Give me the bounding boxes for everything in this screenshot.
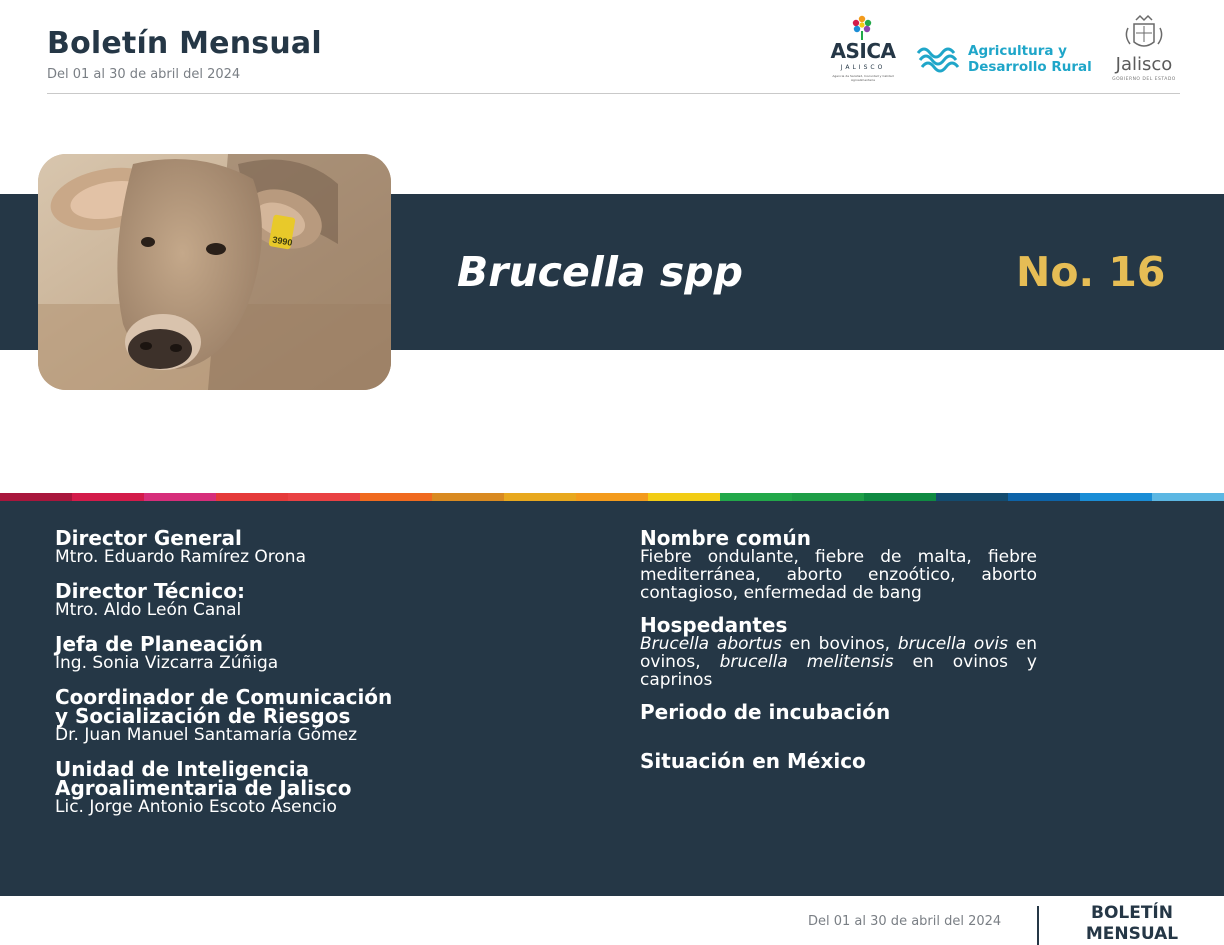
staff-role-line1: Coordinador de Comunicación xyxy=(55,685,393,709)
host-species: brucella melitensis xyxy=(719,652,894,672)
page-title: Boletín Mensual xyxy=(47,26,322,61)
staff-role: Director Técnico: xyxy=(55,579,245,603)
staff-name: Mtro. Eduardo Ramírez Orona xyxy=(55,547,306,567)
staff-entry xyxy=(55,579,475,620)
host-text: en bovinos, xyxy=(781,634,898,654)
stripe-segment xyxy=(0,493,72,501)
stripe-segment xyxy=(792,493,864,501)
staff-name: Lic. Jorge Antonio Escoto Asencio xyxy=(55,797,337,817)
stripe-segment xyxy=(576,493,648,501)
stripe-segment xyxy=(144,493,216,501)
asica-jalisco: JALISCO xyxy=(840,64,886,71)
stripe-segment xyxy=(1008,493,1080,501)
mexico-heading: Situación en México xyxy=(640,749,866,773)
host-species: Brucella abortus xyxy=(640,634,782,654)
jalisco-logo xyxy=(1106,14,1182,88)
staff-role-line2: y Socialización de Riesgos xyxy=(55,704,351,728)
stripe-segment xyxy=(504,493,576,501)
footer-title-line1: BOLETÍN xyxy=(1090,903,1173,923)
mexico-section xyxy=(640,749,1037,773)
hosts-section xyxy=(640,613,1038,690)
footer-title xyxy=(1066,903,1198,945)
cow-photo xyxy=(38,154,391,390)
stripe-segment xyxy=(432,493,504,501)
agricultura-line2: Desarrollo Rural xyxy=(968,59,1092,75)
agricultura-logo xyxy=(916,40,1096,80)
staff-name: Ing. Sonia Vizcarra Zúñiga xyxy=(55,653,279,673)
staff-name: Dr. Juan Manuel Santamaría Gómez xyxy=(55,725,358,745)
staff-role-line1: Unidad de Inteligencia xyxy=(55,757,310,781)
bulletin-number: No. 16 xyxy=(1016,248,1166,296)
staff-entry xyxy=(55,685,475,745)
incubation-heading: Periodo de incubación xyxy=(640,700,891,724)
header-date-range: Del 01 al 30 de abril del 2024 xyxy=(47,67,241,82)
jalisco-wordmark: Jalisco xyxy=(1115,54,1173,75)
staff-role-line2: Agroalimentaria de Jalisco xyxy=(55,776,352,800)
ear-tag-number: 3990 xyxy=(271,234,294,248)
stripe-segment xyxy=(216,493,288,501)
color-stripe xyxy=(0,493,1224,501)
host-text: en ovinos y caprinos xyxy=(640,652,1037,690)
stripe-segment xyxy=(1152,493,1224,501)
asica-wordmark: ASICA xyxy=(830,39,896,63)
common-name-heading: Nombre común xyxy=(640,526,811,550)
stripe-segment xyxy=(720,493,792,501)
asica-tagline: Agencia de Sanidad, Inocuidad y Calidad Agroalimentaria xyxy=(832,74,894,82)
host-species: brucella ovis xyxy=(897,634,1008,654)
agricultura-text xyxy=(968,43,1092,75)
bulletin-topic: Brucella spp xyxy=(457,248,743,296)
stripe-segment xyxy=(864,493,936,501)
staff-role: Jefa de Planeación xyxy=(55,632,264,656)
staff-entry xyxy=(55,526,475,567)
waves-icon xyxy=(916,43,960,73)
staff-role: Director General xyxy=(55,526,242,550)
footer-title-line2: MENSUAL xyxy=(1085,924,1179,944)
stripe-segment xyxy=(1080,493,1152,501)
stripe-segment xyxy=(648,493,720,501)
footer-date-range: Del 01 al 30 de abril del 2024 xyxy=(808,914,1002,929)
hosts-text xyxy=(640,635,1037,689)
staff-name: Mtro. Aldo León Canal xyxy=(55,600,242,620)
common-name-section xyxy=(640,526,1037,603)
agricultura-line1: Agricultura y xyxy=(968,43,1067,59)
stripe-segment xyxy=(360,493,432,501)
stripe-segment xyxy=(72,493,144,501)
staff-column xyxy=(55,526,475,829)
coat-of-arms-icon xyxy=(1106,14,1182,54)
jalisco-subtext: GOBIERNO DEL ESTADO xyxy=(1112,77,1176,82)
stripe-segment xyxy=(936,493,1008,501)
staff-entry xyxy=(55,757,475,817)
staff-entry xyxy=(55,632,475,673)
host-text: en ovinos, xyxy=(640,634,1038,672)
incubation-section xyxy=(640,700,1037,724)
stripe-segment xyxy=(288,493,360,501)
header-divider xyxy=(47,93,1180,94)
details-column xyxy=(640,526,1038,785)
common-name-text: Fiebre ondulante, fiebre de malta, fiebre mediterránea, aborto enzoótico, aborto contagioso, enfermedad de bang xyxy=(640,547,1037,603)
footer-divider xyxy=(1037,906,1039,945)
asica-logo xyxy=(826,14,898,88)
hosts-heading: Hospedantes xyxy=(640,613,788,637)
